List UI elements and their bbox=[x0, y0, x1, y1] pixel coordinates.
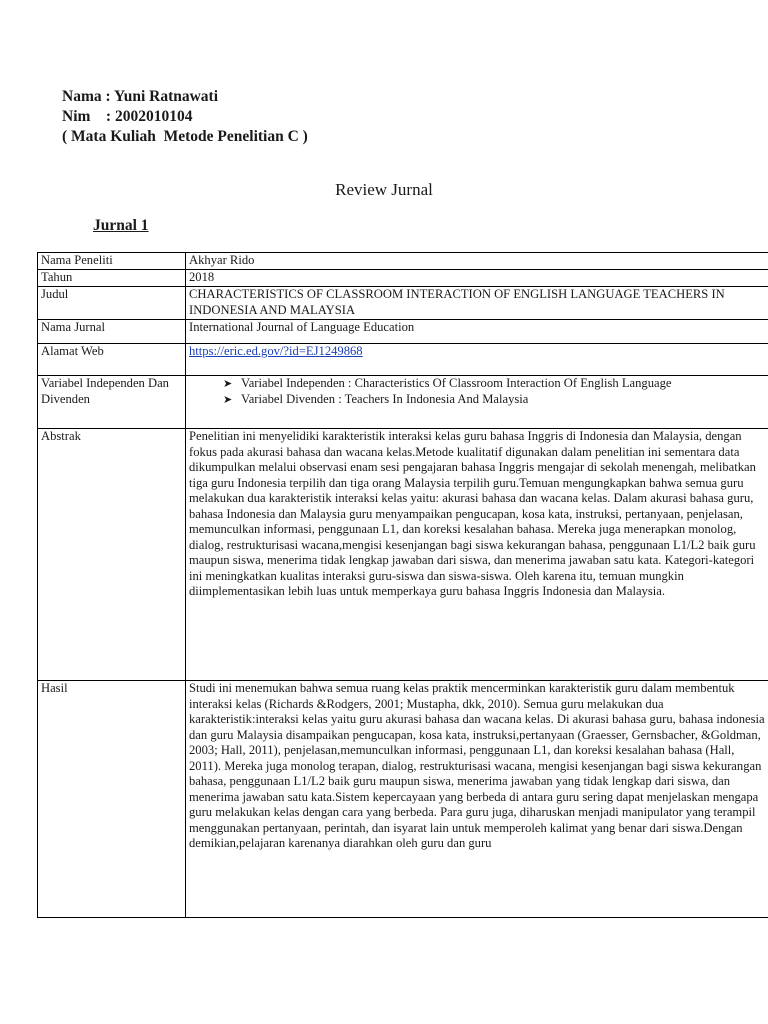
variable-list bbox=[189, 376, 766, 407]
row-value: CHARACTERISTICS OF CLASSROOM INTERACTION OF ENGLISH LANGUAGE TEACHERS IN INDONESIA AND MALAYSIA bbox=[186, 287, 768, 320]
table-row bbox=[38, 429, 768, 681]
table-row bbox=[38, 681, 768, 918]
arrow-bullet-icon: ➤ bbox=[223, 377, 233, 390]
student-id: Nim : 2002010104 bbox=[62, 108, 193, 125]
row-value bbox=[186, 681, 768, 918]
table-row bbox=[38, 320, 768, 344]
results-text: Studi ini menemukan bahwa semua ruang kelas praktik mencerminkan karakteristik guru dalam membentuk interaksi kelas (Richards &Rodgers, 2001; Mustapha, dkk, 2010). Semua guru melakukan dua karakteristik:interaksi kelas yaitu guru akurasi bahasa dan wacana kelas. Di akurasi bahasa guru, bahasa indonesia dan guru Malaysia disampaikan pengucapan, kosa kata, instruksi,pertanyaan (Graesser, Gernsbacher, &Goldman, 2003; Hall, 2011), penjelasan,memunculkan informasi, penggunaan L1, dan koreksi kesalahan bahasa (Hall, 2011). Mereka juga monolog terapan, dialog, restrukturisasi wacana, mengisi kesenjangan bagi siswa kekurangan bahasa, penggunaan L1/L2 baik guru maupun siswa, menerima jawaban yang tidak lengkap dari siswa, dan menerima jawaban satu kata.Sistem kepercayaan yang berbeda di antara guru sering dapat menjelaskan mengapa guru melakukan kelas dengan cara yang berbeda. Para guru juga, diharuskan menjadi manipulator yang terampil menggunakan pertanyaan, perintah, dan isyarat lain untuk memperoleh kalimat yang benar dari siswa.Dengan demikian,pelajaran karenanya diarahkan oleh guru dan guru bbox=[189, 681, 765, 850]
list-item bbox=[189, 376, 766, 392]
row-label: Hasil bbox=[38, 681, 186, 918]
row-label: Judul bbox=[38, 287, 186, 320]
journal-url-link[interactable]: https://eric.ed.gov/?id=EJ1249868 bbox=[189, 344, 363, 358]
row-value bbox=[186, 376, 768, 429]
abstract-text: Penelitian ini menyelidiki karakteristik interaksi kelas guru bahasa Inggris di Indonesia dan Malaysia, dengan fokus pada akurasi bahasa dan wacana kelas.Metode kualitatif digunakan dalam penelitian ini sementara data dikumpulkan melalui observasi enam sesi pengajaran bahasa Inggris mengajar di sekolah menengah, melibatkan tiga guru Indonesia terpilih dan tiga orang Malaysia terpilih guru.Temuan mengungkapkan bahwa semua guru melakukan dua karakteristik interaksi kelas yaitu: akurasi bahasa dan wacana kelas. Dalam akurasi bahasa guru, bahasa Indonesia dan Malaysia guru menyampaikan pengucapan, kosa kata, instruksi, pertanyaan, penjelasan, memunculkan informasi, penggunaan L1, dan koreksi kesalahan bahasa. Mereka juga menerapkan monolog, dialog, restrukturisasi wacana,mengisi kesenjangan bagi siswa kekurangan bahasa, penggunaan L1/L2 baik guru maupun siswa, menerima tidak lengkap jawaban dari siswa, dan menerima jawaban satu kata. Kategori-kategori ini meningkatkan kualitas interaksi guru-siswa dan siswa-siswa. Oleh karena itu, temuan mungkin diimplementasikan lebih luas untuk memperkaya guru bahasa Inggris Indonesia dan Malaysia. bbox=[189, 429, 756, 598]
row-value bbox=[186, 344, 768, 376]
row-value: International Journal of Language Education bbox=[186, 320, 768, 344]
row-label: Variabel Independen Dan Divenden bbox=[38, 376, 186, 429]
variable-divenden: Variabel Divenden : Teachers In Indonesia And Malaysia bbox=[241, 391, 529, 406]
course-name: ( Mata Kuliah Metode Penelitian C ) bbox=[62, 128, 308, 145]
arrow-bullet-icon: ➤ bbox=[223, 392, 233, 406]
table-row bbox=[38, 287, 768, 320]
variable-independen: Variabel Independen : Characteristics Of Classroom Interaction Of English Language bbox=[241, 376, 672, 390]
row-label: Tahun bbox=[38, 270, 186, 287]
journal-heading: Jurnal 1 bbox=[93, 217, 149, 234]
table-row bbox=[38, 376, 768, 429]
author-name: Nama : Yuni Ratnawati bbox=[62, 88, 219, 105]
table-row bbox=[38, 344, 768, 376]
row-value: 2018 bbox=[186, 270, 768, 287]
row-label: Nama Jurnal bbox=[38, 320, 186, 344]
row-label: Nama Peneliti bbox=[38, 253, 186, 270]
page-title: Review Jurnal bbox=[335, 180, 433, 199]
review-table bbox=[37, 252, 768, 918]
table-row bbox=[38, 270, 768, 287]
row-value: Akhyar Rido bbox=[186, 253, 768, 270]
row-value bbox=[186, 429, 768, 681]
author-header bbox=[62, 87, 308, 147]
row-label: Alamat Web bbox=[38, 344, 186, 376]
row-label: Abstrak bbox=[38, 429, 186, 681]
list-item bbox=[189, 392, 766, 408]
table-row bbox=[38, 253, 768, 270]
